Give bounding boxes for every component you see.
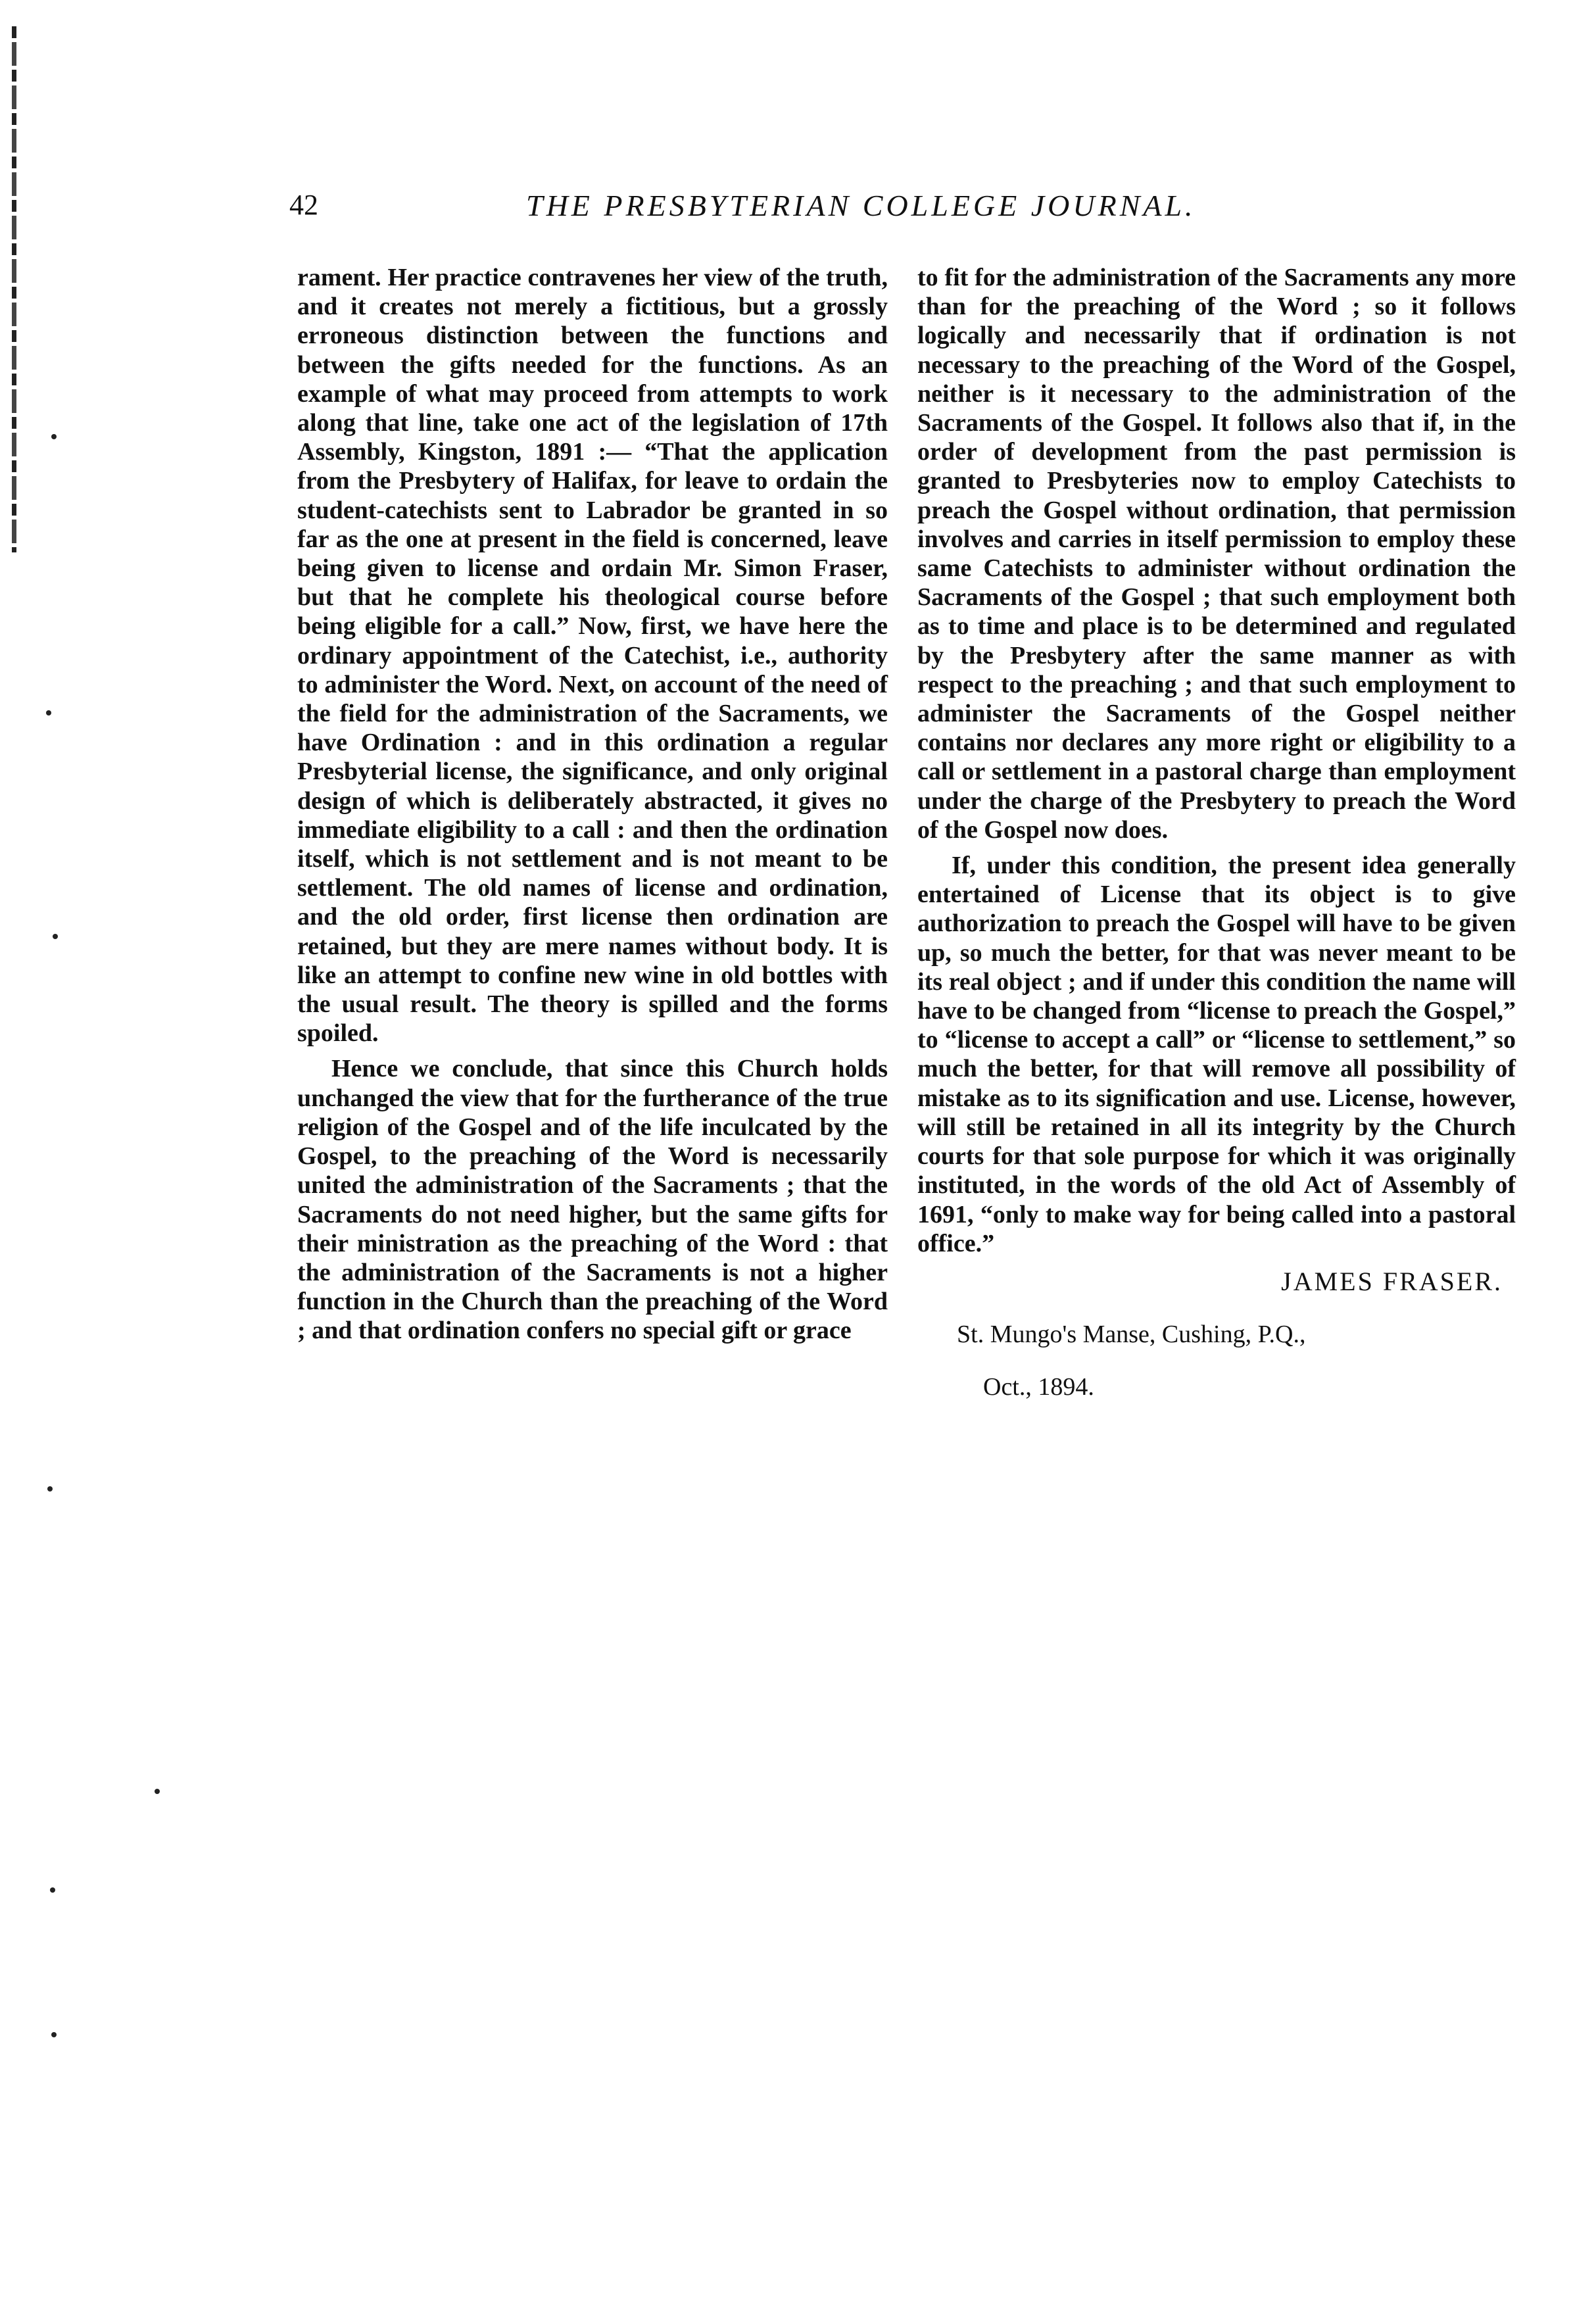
dateline-date: Oct., 1894.: [983, 1373, 1094, 1401]
scan-speck: [53, 934, 58, 939]
left-column: [297, 263, 888, 1346]
scan-speck: [50, 1887, 55, 1893]
right-column-paragraph-2: If, under this condition, the present idea generally entertained of License that its object is to give authorization to preach the Gospel will have to be given up, so much the better, for that was never meant to be its real object ; and if under this condition the name will have to be changed from “license to preach the Gospel,” to “license to accept a call” or “license to settlement,” so much the better, for that will remove all possibility of mistake as to its signification and use. License, however, will still be retained in all its integrity by the Church courts for that sole purpose for which it was originally instituted, in the words of the old Act of Assembly of 1691, “only to make way for being called into a pastoral office.”: [917, 852, 1516, 1257]
left-column-paragraph-2: Hence we conclude, that since this Church holds unchanged the view that for the furtherance of the true religion of the Gospel and of the life inculcated by the Gospel, to the preaching of the Word is necessarily united the administration of the Sacraments ; that the Sacraments do not need higher, but the same gifts for their ministration as the preaching of the Word : that the administration of the Sacraments is not a higher function in the Church than the preaching of the Word ; and that ordination confers no special gift or grace: [297, 1055, 888, 1345]
author-signature: JAMES FRASER.: [1281, 1266, 1503, 1296]
scan-speck: [46, 710, 51, 716]
scan-speck: [51, 2032, 57, 2037]
scan-edge-mark: [12, 26, 16, 552]
dateline-place: St. Mungo's Manse, Cushing, P.Q.,: [957, 1321, 1306, 1349]
right-column-paragraph-1: to fit for the administration of the Sacraments any more than for the preaching of the Word ; so it follows logically and necessarily that if ordination is not necessary to the preaching of the Word of the Gospel, neither is it necessary to the administration of the Sacraments of the Gospel. It follows also that if, in the order of development from the past permission is granted to Presbyteries now to employ Catechists to preach the Gospel without ordination, that permission involves and carries in itself permission to employ these same Catechists to administer without ordination the Sacraments of the Gospel ; that such employment both as to time and place is to be determined and regulated by the Presbytery after the same manner as with respect to the preaching ; and that such employment to administer the Sacraments of the Gospel neither contains nor declares any more right or eligibility to a call or settlement in a pastoral charge than employment under the charge of the Presbytery to preach the Word of the Gospel now does.: [917, 264, 1516, 844]
left-column-paragraph-1: rament. Her practice contravenes her view of the truth, and it creates not merely a fictitious, but a grossly erroneous distinction between the functions and between the gifts needed for the functions. As an example of what may proceed from attempts to work along that line, take one act of the legislation of 17th Assembly, Kingston, 1891 :— “That the application from the Presbytery of Halifax, for leave to ordain the student-catechists sent to Labrador be granted in so far as the one at present in the field is concerned, leave being given to license and ordain Mr. Simon Fraser, but that he complete his theological course before being eligible for a call.” Now, first, we have here the ordinary appointment of the Catechist, i.e., authority to administer the Word. Next, on account of the need of the field for the administration of the Sacraments, we have Ordination : and in this ordination a regular Presbyterial license, the significance, and only original design of which is deliberately abstracted, it gives no immediate eligibility to a call : and then the ordination itself, which is not settlement and is not meant to be settlement. The old names of license and ordination, and the old order, first license then ordination are retained, but they are mere names without body. It is like an attempt to confine new wine in old bottles with the usual result. The theory is spilled and the forms spoiled.: [297, 264, 888, 1048]
right-column: [917, 263, 1516, 1402]
scan-speck: [51, 434, 57, 439]
scan-speck: [155, 1789, 160, 1794]
scan-speck: [47, 1486, 53, 1492]
page-number: 42: [289, 189, 318, 221]
running-title: THE PRESBYTERIAN COLLEGE JOURNAL.: [526, 189, 1196, 222]
